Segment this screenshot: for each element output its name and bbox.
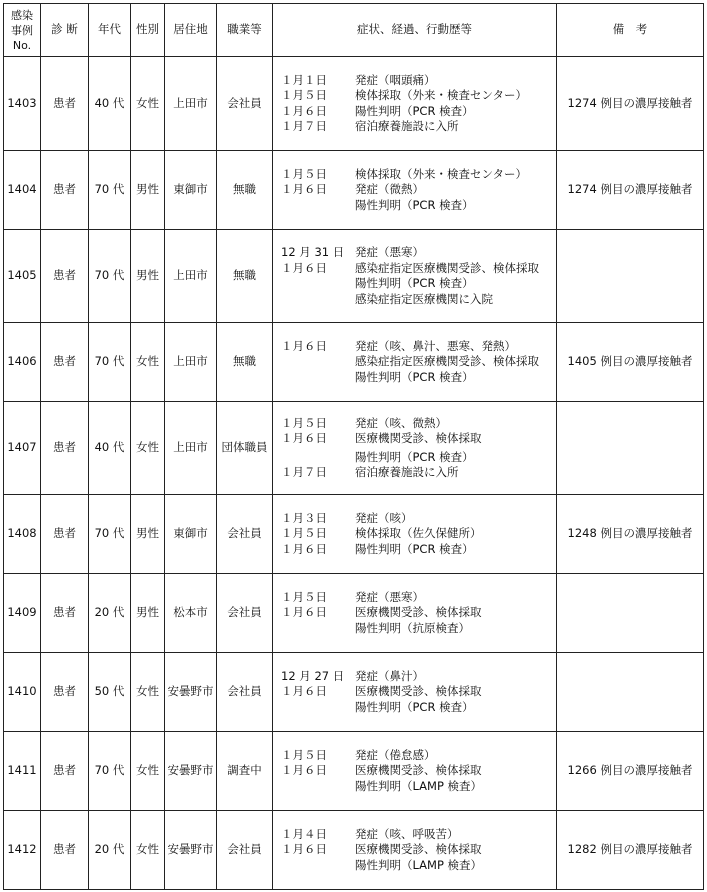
sex-cell: 男性 — [131, 574, 165, 653]
event-list — [273, 669, 556, 716]
header-residence: 居住地 — [165, 4, 217, 57]
event-date — [281, 779, 355, 795]
event-description: 陽性判明（PCR 検査） — [355, 699, 474, 714]
event-description: 検体採取（外来・検査センター） — [355, 88, 528, 102]
symptoms-cell — [273, 57, 557, 151]
symptoms-cell — [273, 811, 557, 890]
case-no-cell: 1406 — [4, 323, 41, 402]
symptoms-cell — [273, 151, 557, 230]
event-date: １月６日 — [281, 182, 327, 197]
age-cell: 40 代 — [89, 57, 131, 151]
symptoms-cell — [273, 732, 557, 811]
remarks-cell: 1274 例目の濃厚接触者 — [557, 57, 704, 151]
event-description: 発症（咳、呼吸苦） — [355, 826, 459, 841]
event-date — [281, 198, 355, 214]
event-description: 発症（悪寒） — [355, 589, 424, 604]
event-date — [281, 858, 355, 874]
event-description: 医療機関受診、検体採取 — [355, 842, 482, 857]
remarks-cell — [557, 402, 704, 495]
remarks-cell: 1248 例目の濃厚接触者 — [557, 495, 704, 574]
header-sex: 性別 — [131, 4, 165, 57]
event-description: 医療機関受診、検体採取 — [355, 605, 482, 620]
event-date: １月６日 — [281, 684, 327, 699]
header-row — [4, 4, 704, 57]
case-no-cell: 1408 — [4, 495, 41, 574]
occupation-cell: 無職 — [217, 151, 273, 230]
symptoms-cell — [273, 653, 557, 732]
table-row — [4, 402, 704, 495]
event-description: 陽性判明（PCR 検査） — [355, 197, 474, 212]
event-description: 陽性判明（PCR 検査） — [355, 369, 474, 384]
event-list — [273, 590, 556, 637]
residence-cell: 東御市 — [165, 495, 217, 574]
symptoms-cell — [273, 495, 557, 574]
diagnosis-cell: 患者 — [41, 230, 89, 323]
case-rows — [4, 57, 704, 890]
remarks-cell — [557, 574, 704, 653]
sex-cell: 男性 — [131, 495, 165, 574]
header-age: 年代 — [89, 4, 131, 57]
event-description: 発症（鼻汁） — [355, 668, 424, 683]
age-cell: 20 代 — [89, 574, 131, 653]
table-row — [4, 653, 704, 732]
event-date: １月６日 — [281, 338, 327, 353]
event-description: 発症（悪寒） — [355, 245, 424, 259]
age-cell: 50 代 — [89, 653, 131, 732]
case-no-cell: 1410 — [4, 653, 41, 732]
event-description: 発症（咳） — [355, 510, 413, 525]
event-date — [281, 700, 355, 716]
occupation-cell: 会社員 — [217, 495, 273, 574]
event-description: 感染症指定医療機関受診、検体採取 — [355, 354, 539, 369]
header-case-no — [4, 4, 41, 57]
header-case-no-line: 感染 — [11, 8, 33, 22]
event-date: １月１日 — [281, 72, 327, 87]
residence-cell: 上田市 — [165, 323, 217, 402]
event-description: 医療機関受診、検体採取 — [355, 763, 482, 778]
header-occupation: 職業等 — [217, 4, 273, 57]
header-case-no-line: 事例 — [11, 23, 33, 37]
event-date — [281, 450, 355, 466]
diagnosis-cell: 患者 — [41, 653, 89, 732]
event-description: 陽性判明（LAMP 検査） — [355, 778, 483, 793]
occupation-cell: 無職 — [217, 323, 273, 402]
event-description: 医療機関受診、検体採取 — [355, 684, 482, 699]
age-cell: 70 代 — [89, 323, 131, 402]
age-cell: 70 代 — [89, 495, 131, 574]
event-date: １月５日 — [281, 88, 327, 102]
event-date: １月６日 — [281, 260, 327, 275]
case-no-cell: 1405 — [4, 230, 41, 323]
event-date: １月５日 — [281, 526, 327, 541]
event-description: 発症（倦怠感） — [355, 747, 436, 762]
event-date: １月４日 — [281, 826, 327, 841]
header-case-no-line: No. — [12, 38, 32, 52]
remarks-cell: 1282 例目の濃厚接触者 — [557, 811, 704, 890]
remarks-cell: 1405 例目の濃厚接触者 — [557, 323, 704, 402]
event-date — [281, 370, 355, 386]
diagnosis-cell: 患者 — [41, 732, 89, 811]
event-date: １月７日 — [281, 465, 327, 479]
remarks-cell — [557, 653, 704, 732]
diagnosis-cell: 患者 — [41, 402, 89, 495]
residence-cell: 松本市 — [165, 574, 217, 653]
event-description: 陽性判明（抗原検査） — [355, 620, 470, 635]
event-date: １月６日 — [281, 605, 327, 620]
event-date: １月５日 — [281, 415, 327, 430]
symptoms-cell — [273, 574, 557, 653]
table-row — [4, 574, 704, 653]
sex-cell: 女性 — [131, 653, 165, 732]
event-list — [273, 167, 556, 214]
event-date: １月６日 — [281, 763, 327, 778]
event-date: 12 月 27 日 — [281, 668, 345, 683]
age-cell: 70 代 — [89, 732, 131, 811]
event-date — [281, 276, 355, 292]
diagnosis-cell: 患者 — [41, 151, 89, 230]
sex-cell: 女性 — [131, 323, 165, 402]
occupation-cell: 団体職員 — [217, 402, 273, 495]
event-list — [273, 339, 556, 386]
event-date: １月７日 — [281, 119, 327, 133]
event-description: 陽性判明（LAMP 検査） — [355, 857, 483, 872]
case-no-cell: 1409 — [4, 574, 41, 653]
table-row — [4, 57, 704, 151]
age-cell: 20 代 — [89, 811, 131, 890]
case-no-cell: 1403 — [4, 57, 41, 151]
residence-cell: 安曇野市 — [165, 811, 217, 890]
event-description: 感染症指定医療機関に入院 — [355, 291, 493, 306]
symptoms-cell — [273, 323, 557, 402]
event-description: 検体採取（外来・検査センター） — [355, 166, 528, 181]
case-no-cell: 1411 — [4, 732, 41, 811]
event-date — [281, 354, 355, 370]
diagnosis-cell: 患者 — [41, 811, 89, 890]
event-description: 発症（咳、鼻汁、悪寒、発熱） — [355, 338, 516, 353]
event-list — [273, 827, 556, 874]
age-cell: 70 代 — [89, 151, 131, 230]
age-cell: 40 代 — [89, 402, 131, 495]
event-date: １月６日 — [281, 842, 327, 857]
residence-cell: 上田市 — [165, 57, 217, 151]
event-description: 感染症指定医療機関受診、検体採取 — [355, 260, 539, 275]
event-date — [281, 621, 355, 637]
event-description: 医療機関受診、検体採取 — [355, 431, 482, 445]
remarks-cell: 1274 例目の濃厚接触者 — [557, 151, 704, 230]
table-row — [4, 495, 704, 574]
header-remarks: 備 考 — [557, 4, 704, 57]
table-row — [4, 732, 704, 811]
symptoms-cell — [273, 230, 557, 323]
event-date: １月５日 — [281, 166, 327, 181]
table-row — [4, 323, 704, 402]
event-list — [273, 245, 556, 307]
symptoms-cell — [273, 402, 557, 495]
occupation-cell: 会社員 — [217, 811, 273, 890]
occupation-cell: 会社員 — [217, 57, 273, 151]
sex-cell: 女性 — [131, 402, 165, 495]
residence-cell: 上田市 — [165, 402, 217, 495]
sex-cell: 女性 — [131, 57, 165, 151]
occupation-cell: 無職 — [217, 230, 273, 323]
header-diagnosis: 診 断 — [41, 4, 89, 57]
event-date: 12 月 31 日 — [281, 245, 345, 259]
diagnosis-cell: 患者 — [41, 323, 89, 402]
event-description: 宿泊療養施設に入所 — [355, 119, 459, 133]
case-no-cell: 1404 — [4, 151, 41, 230]
diagnosis-cell: 患者 — [41, 495, 89, 574]
event-date — [281, 292, 355, 308]
case-table — [3, 3, 704, 890]
residence-cell: 安曇野市 — [165, 653, 217, 732]
event-description: 陽性判明（PCR 検査） — [355, 449, 474, 464]
event-description: 宿泊療養施設に入所 — [355, 465, 459, 479]
header-symptoms: 症状、経過、行動歴等 — [273, 4, 557, 57]
diagnosis-cell: 患者 — [41, 574, 89, 653]
event-description: 発症（微熱） — [355, 182, 424, 197]
case-no-cell: 1412 — [4, 811, 41, 890]
occupation-cell: 会社員 — [217, 653, 273, 732]
diagnosis-cell: 患者 — [41, 57, 89, 151]
event-date: １月３日 — [281, 510, 327, 525]
event-list — [273, 416, 556, 481]
residence-cell: 東御市 — [165, 151, 217, 230]
case-no-cell: 1407 — [4, 402, 41, 495]
table-row — [4, 230, 704, 323]
remarks-cell: 1266 例目の濃厚接触者 — [557, 732, 704, 811]
event-description: 発症（咽頭痛） — [355, 72, 436, 87]
event-date: １月６日 — [281, 103, 327, 118]
event-date: １月６日 — [281, 431, 327, 445]
residence-cell: 安曇野市 — [165, 732, 217, 811]
occupation-cell: 調査中 — [217, 732, 273, 811]
remarks-cell — [557, 230, 704, 323]
sex-cell: 女性 — [131, 732, 165, 811]
event-description: 陽性判明（PCR 検査） — [355, 103, 474, 118]
sex-cell: 男性 — [131, 151, 165, 230]
table-row — [4, 811, 704, 890]
table-row — [4, 151, 704, 230]
sex-cell: 女性 — [131, 811, 165, 890]
event-list — [273, 73, 556, 135]
event-list — [273, 511, 556, 558]
sex-cell: 男性 — [131, 230, 165, 323]
event-list — [273, 748, 556, 795]
event-date: １月６日 — [281, 541, 327, 556]
case-table-sheet — [3, 3, 703, 890]
residence-cell: 上田市 — [165, 230, 217, 323]
event-description: 陽性判明（PCR 検査） — [355, 276, 474, 290]
age-cell: 70 代 — [89, 230, 131, 323]
event-description: 陽性判明（PCR 検査） — [355, 541, 474, 556]
event-description: 発症（咳、微熱） — [355, 415, 447, 430]
event-description: 検体採取（佐久保健所） — [355, 526, 482, 541]
event-date: １月５日 — [281, 589, 327, 604]
occupation-cell: 会社員 — [217, 574, 273, 653]
event-date: １月５日 — [281, 747, 327, 762]
